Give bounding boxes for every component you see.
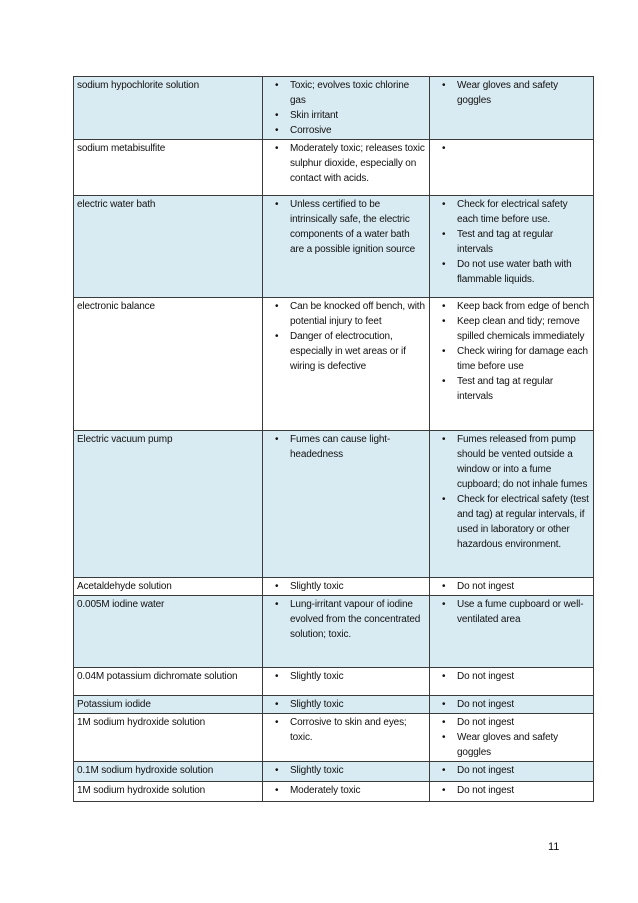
hazard-table-body	[74, 77, 594, 802]
hazard-cell	[263, 77, 430, 140]
precaution-cell	[430, 431, 594, 578]
hazard-item-text: Danger of electrocution, especially in wet areas or if wiring is defective	[290, 331, 406, 372]
hazard-item-text: Corrosive to skin and eyes; toxic.	[290, 717, 407, 743]
table-row	[74, 762, 594, 782]
bullet-icon: •	[442, 699, 446, 710]
hazard-cell	[263, 762, 430, 782]
precaution-item-text: Do not ingest	[457, 717, 514, 728]
precaution-list	[433, 579, 590, 594]
table-row	[74, 782, 594, 802]
bullet-icon: •	[442, 581, 446, 592]
precaution-item	[433, 597, 590, 627]
precaution-item-text: Wear gloves and safety goggles	[457, 732, 559, 758]
bullet-icon: •	[275, 765, 279, 776]
precaution-item	[433, 697, 590, 712]
hazard-cell	[263, 696, 430, 714]
hazard-item-text: Moderately toxic; releases toxic sulphur dioxide, especially on contact with acids.	[290, 143, 425, 184]
precaution-item	[433, 669, 590, 684]
precaution-item-text: Do not use water bath with flammable liquids.	[457, 259, 572, 285]
precaution-list	[433, 697, 590, 712]
precaution-list	[433, 763, 590, 778]
precaution-item	[433, 299, 590, 314]
precaution-item	[433, 579, 590, 594]
table-row	[74, 714, 594, 762]
precaution-item	[433, 763, 590, 778]
precaution-list	[433, 669, 590, 684]
precaution-item-text: Test and tag at regular intervals	[457, 376, 554, 402]
hazard-item	[266, 78, 426, 108]
bullet-icon: •	[442, 494, 446, 505]
bullet-icon: •	[442, 259, 446, 270]
hazard-item-text: Slightly toxic	[290, 699, 344, 710]
precaution-item	[433, 715, 590, 730]
hazard-list	[266, 783, 426, 798]
table-row	[74, 140, 594, 196]
precaution-item	[433, 374, 590, 404]
precaution-item-text: Wear gloves and safety goggles	[457, 80, 559, 106]
substance-cell: 0.1M sodium hydroxide solution	[74, 762, 263, 782]
hazard-list	[266, 197, 426, 257]
hazard-item	[266, 783, 426, 798]
precaution-list	[433, 783, 590, 798]
precaution-item-text: Check for electrical safety (test and tag) at regular intervals, if used in laboratory or other hazardous environment.	[457, 494, 589, 550]
bullet-icon: •	[442, 765, 446, 776]
substance-cell: Acetaldehyde solution	[74, 578, 263, 596]
precaution-item-text: Do not ingest	[457, 785, 514, 796]
substance-cell: 0.04M potassium dichromate solution	[74, 668, 263, 696]
precaution-item-text: Keep back from edge of bench	[457, 301, 590, 312]
bullet-icon: •	[275, 80, 279, 91]
precaution-item-text: Use a fume cupboard or well-ventilated area	[457, 599, 584, 625]
table-row	[74, 578, 594, 596]
hazard-item-text: Slightly toxic	[290, 581, 344, 592]
precaution-cell	[430, 298, 594, 431]
bullet-icon: •	[442, 229, 446, 240]
hazard-item	[266, 669, 426, 684]
precaution-item-text: Do not ingest	[457, 581, 514, 592]
bullet-icon: •	[442, 346, 446, 357]
hazard-item-text: Fumes can cause light-headedness	[290, 434, 391, 460]
precaution-cell	[430, 668, 594, 696]
bullet-icon: •	[442, 143, 446, 154]
bullet-icon: •	[275, 125, 279, 136]
substance-cell: electronic balance	[74, 298, 263, 431]
hazard-list	[266, 597, 426, 642]
hazard-list	[266, 579, 426, 594]
bullet-icon: •	[442, 316, 446, 327]
hazard-table	[73, 76, 594, 802]
precaution-item	[433, 227, 590, 257]
hazard-item	[266, 123, 426, 138]
page-number: 11	[548, 841, 560, 853]
bullet-icon: •	[275, 434, 279, 445]
precaution-cell	[430, 140, 594, 196]
hazard-item-text: Toxic; evolves toxic chlorine gas	[290, 80, 410, 106]
bullet-icon: •	[442, 80, 446, 91]
bullet-icon: •	[442, 717, 446, 728]
table-row	[74, 596, 594, 668]
bullet-icon: •	[442, 785, 446, 796]
bullet-icon: •	[442, 199, 446, 210]
table-row	[74, 668, 594, 696]
hazard-list	[266, 715, 426, 745]
bullet-icon: •	[275, 581, 279, 592]
bullet-icon: •	[442, 599, 446, 610]
precaution-cell	[430, 714, 594, 762]
precaution-item	[433, 344, 590, 374]
precaution-item	[433, 492, 590, 552]
precaution-item	[433, 78, 590, 108]
table-row	[74, 77, 594, 140]
substance-cell: 1M sodium hydroxide solution	[74, 714, 263, 762]
hazard-cell	[263, 196, 430, 298]
precaution-item-text: Keep clean and tidy; remove spilled chemicals immediately	[457, 316, 585, 342]
table-row	[74, 431, 594, 578]
substance-cell: sodium metabisulfite	[74, 140, 263, 196]
substance-cell: Electric vacuum pump	[74, 431, 263, 578]
precaution-cell	[430, 596, 594, 668]
hazard-item	[266, 432, 426, 462]
hazard-item	[266, 715, 426, 745]
hazard-list	[266, 432, 426, 462]
bullet-icon: •	[275, 717, 279, 728]
hazard-item	[266, 579, 426, 594]
precaution-item	[433, 257, 590, 287]
precaution-list	[433, 715, 590, 760]
hazard-item	[266, 763, 426, 778]
precaution-item-text: Check wiring for damage each time before use	[457, 346, 588, 372]
hazard-item	[266, 329, 426, 374]
bullet-icon: •	[442, 732, 446, 743]
precaution-item-text: Do not ingest	[457, 699, 514, 710]
substance-cell: 1M sodium hydroxide solution	[74, 782, 263, 802]
hazard-item	[266, 697, 426, 712]
bullet-icon: •	[442, 434, 446, 445]
precaution-list	[433, 597, 590, 627]
table-row	[74, 696, 594, 714]
bullet-icon: •	[442, 376, 446, 387]
substance-cell: sodium hypochlorite solution	[74, 77, 263, 140]
hazard-list	[266, 78, 426, 138]
hazard-item-text: Slightly toxic	[290, 765, 344, 776]
bullet-icon: •	[275, 785, 279, 796]
hazard-item	[266, 141, 426, 186]
precaution-cell	[430, 696, 594, 714]
precaution-list	[433, 197, 590, 287]
precaution-item	[433, 314, 590, 344]
substance-cell: Potassium iodide	[74, 696, 263, 714]
precaution-cell	[430, 578, 594, 596]
hazard-cell	[263, 782, 430, 802]
precaution-list	[433, 432, 590, 552]
substance-cell: 0.005M iodine water	[74, 596, 263, 668]
precaution-list	[433, 78, 590, 108]
precaution-item-text: Check for electrical safety each time before use.	[457, 199, 568, 225]
hazard-cell	[263, 140, 430, 196]
precaution-item	[433, 730, 590, 760]
hazard-item	[266, 197, 426, 257]
hazard-item	[266, 597, 426, 642]
bullet-icon: •	[442, 671, 446, 682]
bullet-icon: •	[442, 301, 446, 312]
hazard-item-text: Skin irritant	[290, 110, 339, 121]
bullet-icon: •	[275, 671, 279, 682]
bullet-icon: •	[275, 699, 279, 710]
hazard-item-text: Lung-irritant vapour of iodine evolved from the concentrated solution; toxic.	[290, 599, 421, 640]
precaution-cell	[430, 196, 594, 298]
hazard-cell	[263, 578, 430, 596]
bullet-icon: •	[275, 331, 279, 342]
precaution-item-text: Do not ingest	[457, 765, 514, 776]
bullet-icon: •	[275, 599, 279, 610]
hazard-list	[266, 697, 426, 712]
bullet-icon: •	[275, 301, 279, 312]
hazard-cell	[263, 431, 430, 578]
precaution-item-text: Fumes released from pump should be vented outside a window or into a fume cupboard; do not inhale fumes	[457, 434, 588, 490]
precaution-item	[433, 432, 590, 492]
hazard-item-text: Unless certified to be intrinsically safe, the electric components of a water bath are a possible ignition source	[290, 199, 416, 255]
hazard-cell	[263, 596, 430, 668]
hazard-cell	[263, 714, 430, 762]
precaution-item-text: Test and tag at regular intervals	[457, 229, 554, 255]
bullet-icon: •	[275, 143, 279, 154]
hazard-list	[266, 763, 426, 778]
precaution-list	[433, 299, 590, 404]
hazard-item-text: Corrosive	[290, 125, 332, 136]
bullet-icon: •	[275, 110, 279, 121]
hazard-list	[266, 141, 426, 186]
hazard-list	[266, 299, 426, 374]
hazard-list	[266, 669, 426, 684]
hazard-cell	[263, 298, 430, 431]
hazard-item-text: Moderately toxic	[290, 785, 361, 796]
hazard-cell	[263, 668, 430, 696]
substance-cell: electric water bath	[74, 196, 263, 298]
precaution-item	[433, 197, 590, 227]
hazard-item-text: Can be knocked off bench, with potential injury to feet	[290, 301, 425, 327]
hazard-item	[266, 299, 426, 329]
bullet-icon: •	[275, 199, 279, 210]
precaution-cell	[430, 77, 594, 140]
hazard-item	[266, 108, 426, 123]
precaution-item	[433, 783, 590, 798]
table-row	[74, 298, 594, 431]
table-row	[74, 196, 594, 298]
hazard-item-text: Slightly toxic	[290, 671, 344, 682]
precaution-cell	[430, 782, 594, 802]
precaution-item-text: Do not ingest	[457, 671, 514, 682]
precaution-cell	[430, 762, 594, 782]
